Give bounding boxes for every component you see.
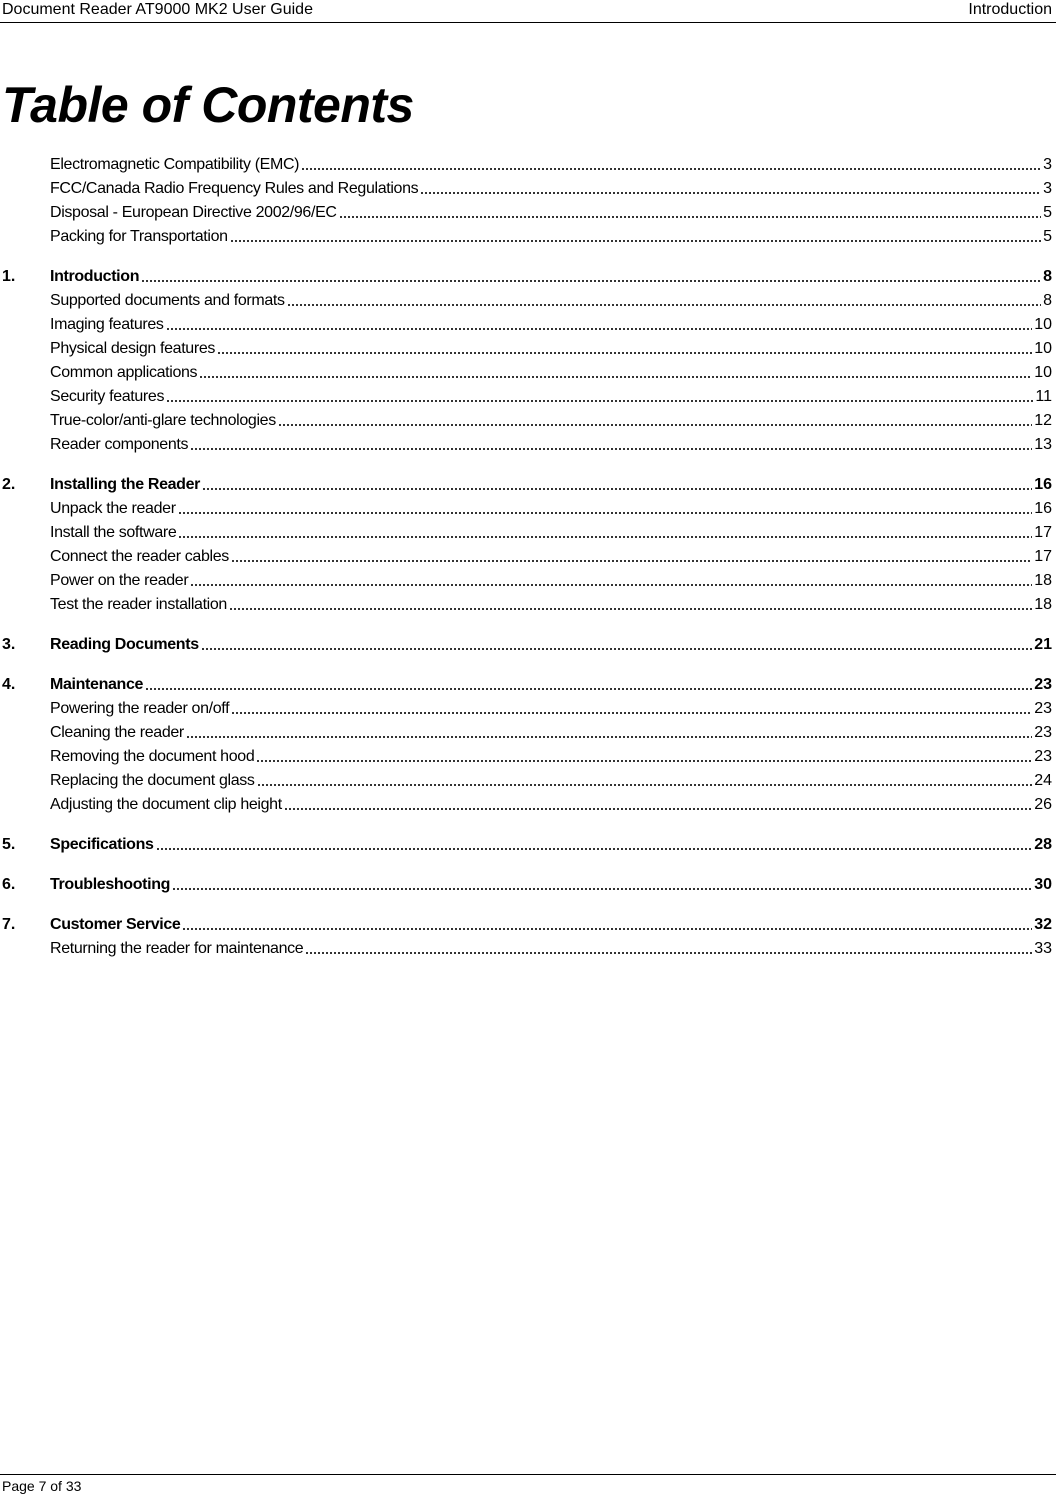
toc-entry-number: 3. [2,636,16,653]
dot-leader [287,304,1041,306]
toc-chapter-entry[interactable] [0,823,1052,855]
toc-chapter-entry[interactable] [0,623,1052,655]
dot-leader [190,584,1032,586]
toc-entry-label: Unpack the reader [50,500,176,517]
toc-entry-page-number: 30 [1034,876,1052,893]
toc-entry-page-number: 33 [1034,940,1052,957]
toc-entry-page-number: 26 [1034,796,1052,813]
toc-entry-page-number: 10 [1034,340,1052,357]
page-header [0,0,1056,23]
page-number: Page 7 of 33 [2,1478,82,1494]
dot-leader [145,688,1032,690]
toc-chapter-entry[interactable] [0,255,1052,287]
toc-entry-label: Connect the reader cables [50,548,229,565]
toc-entry-page-number: 24 [1034,772,1052,789]
toc-entry-page-number: 5 [1043,204,1052,221]
toc-entry-number: 1. [2,268,16,285]
toc-entry-page-number: 18 [1034,572,1052,589]
toc-section-entry[interactable] [0,591,1052,615]
toc-entry-number: 2. [2,476,16,493]
toc-entry-page-number: 21 [1034,636,1052,653]
toc-section-entry[interactable] [0,407,1052,431]
toc-entry-label: Maintenance [50,676,144,693]
toc-entry-label: Specifications [50,836,154,853]
dot-leader [284,808,1032,810]
toc-entry-page-number: 16 [1034,476,1052,493]
toc-section-entry[interactable] [0,935,1052,959]
toc-entry-page-number: 10 [1034,364,1052,381]
dot-leader [257,784,1033,786]
dot-leader [201,648,1032,650]
toc-entry-label: Supported documents and formats [50,292,285,309]
toc-entry-number: 6. [2,876,16,893]
toc-section-entry[interactable] [0,719,1052,743]
dot-leader [230,240,1041,242]
toc-entry-page-number: 17 [1034,548,1052,565]
toc-entry-label: Customer Service [50,916,181,933]
toc-section-entry[interactable] [0,431,1052,455]
toc-entry-label: Electromagnetic Compatibility (EMC) [50,156,300,173]
toc-entry-label: Cleaning the reader [50,724,184,741]
toc-entry-label: Introduction [50,268,140,285]
section-name: Introduction [968,1,1052,18]
toc-entry-page-number: 3 [1043,156,1052,173]
toc-section-entry[interactable] [0,743,1052,767]
dot-leader [178,512,1033,514]
toc-entry-label: Physical design features [50,340,216,357]
toc-section-entry[interactable] [0,359,1052,383]
dot-leader [141,280,1041,282]
dot-leader [229,608,1032,610]
dot-leader [166,328,1033,330]
toc-entry-label: Common applications [50,364,198,381]
page-footer [0,1474,1056,1494]
toc-entry-page-number: 23 [1034,748,1052,765]
toc-entry-label: Installing the Reader [50,476,201,493]
toc-entry-page-number: 11 [1035,388,1052,405]
toc-section-entry[interactable] [0,287,1052,311]
document-title: Document Reader AT9000 MK2 User Guide [2,1,313,18]
toc-entry-page-number: 16 [1034,500,1052,517]
toc-section-entry[interactable] [0,567,1052,591]
toc-section-entry[interactable] [0,695,1052,719]
dot-leader [190,448,1032,450]
toc-entry-label: Imaging features [50,316,164,333]
toc-entry-page-number: 13 [1034,436,1052,453]
toc-entry-label: Replacing the document glass [50,772,255,789]
toc-section-entry[interactable] [0,199,1052,223]
dot-leader [182,928,1032,930]
dot-leader [231,560,1032,562]
toc-entry-page-number: 23 [1034,676,1052,693]
dot-leader [217,352,1032,354]
toc-entry-label: True-color/anti-glare technologies [50,412,276,429]
toc-entry-page-number: 32 [1034,916,1052,933]
toc-entry-number: 7. [2,916,16,933]
toc-entry-number: 4. [2,676,16,693]
dot-leader [339,216,1041,218]
toc-entry-label: Security features [50,388,165,405]
toc-entry-page-number: 12 [1034,412,1052,429]
toc-entry-label: Powering the reader on/off [50,700,230,717]
toc-entry-page-number: 8 [1043,292,1052,309]
toc-entry-page-number: 3 [1043,180,1052,197]
toc-entry-label: Removing the document hood [50,748,255,765]
dot-leader [278,424,1032,426]
toc-entry-label: Returning the reader for maintenance [50,940,304,957]
toc-entry-label: Disposal - European Directive 2002/96/EC [50,204,337,221]
toc-entry-page-number: 28 [1034,836,1052,853]
toc-entry-page-number: 17 [1034,524,1052,541]
toc-section-entry[interactable] [0,175,1052,199]
toc-section-entry[interactable] [0,767,1052,791]
toc-section-entry[interactable] [0,495,1052,519]
toc-entry-label: Reading Documents [50,636,199,653]
page-title: Table of Contents [2,77,414,133]
toc-entry-page-number: 23 [1034,724,1052,741]
toc-section-entry[interactable] [0,543,1052,567]
toc-chapter-entry[interactable] [0,663,1052,695]
toc-entry-label: Adjusting the document clip height [50,796,282,813]
toc-entry-label: FCC/Canada Radio Frequency Rules and Regulations [50,180,419,197]
toc-entry-page-number: 5 [1043,228,1052,245]
toc-section-entry[interactable] [0,335,1052,359]
toc-chapter-entry[interactable] [0,463,1052,495]
toc-entry-label: Install the software [50,524,177,541]
toc-entry-label: Reader components [50,436,189,453]
toc-entry-label: Packing for Transportation [50,228,228,245]
toc-section-entry[interactable] [0,223,1052,247]
dot-leader [166,400,1033,402]
toc-entry-label: Test the reader installation [50,596,227,613]
dot-leader [256,760,1032,762]
toc-chapter-entry[interactable] [0,903,1052,935]
toc-entry-page-number: 8 [1043,268,1052,285]
dot-leader [172,888,1032,890]
dot-leader [199,376,1032,378]
toc-entry-page-number: 10 [1034,316,1052,333]
toc-section-entry[interactable] [0,791,1052,815]
toc-entry-label: Troubleshooting [50,876,171,893]
toc-section-entry[interactable] [0,151,1052,175]
dot-leader [178,536,1032,538]
toc-section-entry[interactable] [0,383,1052,407]
toc-chapter-entry[interactable] [0,863,1052,895]
toc-entry-number: 5. [2,836,16,853]
toc-entry-page-number: 18 [1034,596,1052,613]
toc-section-entry[interactable] [0,311,1052,335]
dot-leader [301,168,1041,170]
dot-leader [156,848,1033,850]
toc-section-entry[interactable] [0,519,1052,543]
dot-leader [305,952,1032,954]
toc-entry-page-number: 23 [1034,700,1052,717]
dot-leader [231,712,1032,714]
dot-leader [186,736,1032,738]
table-of-contents [0,151,1052,959]
toc-entry-label: Power on the reader [50,572,189,589]
dot-leader [420,192,1041,194]
dot-leader [202,488,1032,490]
